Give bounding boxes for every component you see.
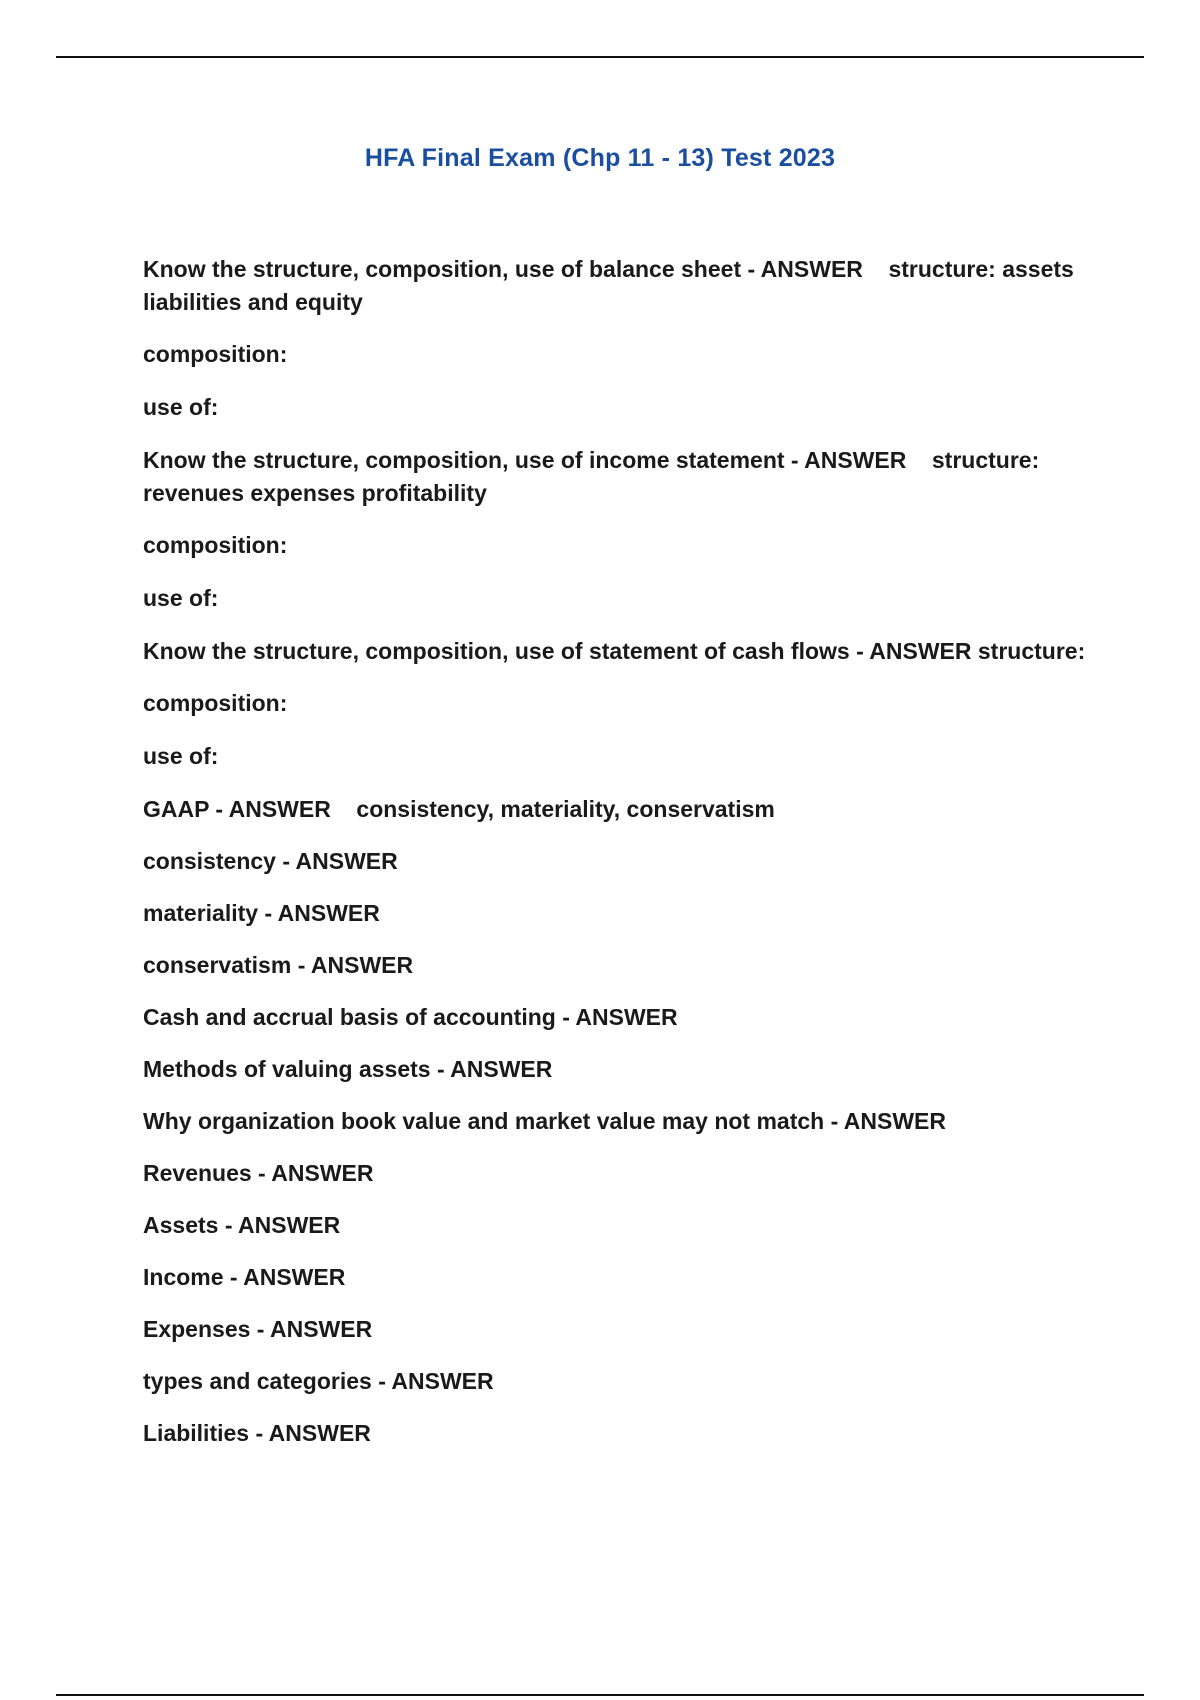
paragraph: use of:	[143, 394, 219, 420]
top-rule	[56, 56, 1144, 58]
paragraph-balance-sheet: Know the structure, composition, use of balance sheet - ANSWER structure: assets liabilities and equity	[143, 256, 1081, 315]
paragraph: Income - ANSWER	[143, 1264, 346, 1290]
paragraph: composition:	[143, 341, 288, 367]
paragraph: Assets - ANSWER	[143, 1212, 341, 1238]
paragraph: use of:	[143, 585, 219, 611]
paragraph: Methods of valuing assets - ANSWER	[143, 1056, 553, 1082]
paragraph-income-statement: Know the structure, composition, use of income statement - ANSWER structure: revenues expenses profitability	[143, 447, 1046, 506]
paragraph: materiality - ANSWER	[143, 900, 380, 926]
paragraph: Expenses - ANSWER	[143, 1316, 373, 1342]
paragraph: consistency - ANSWER	[143, 848, 398, 874]
paragraph: Liabilities - ANSWER	[143, 1420, 371, 1446]
paragraph-gaap: GAAP - ANSWER consistency, materiality, conservatism	[143, 796, 775, 822]
paragraph: types and categories - ANSWER	[143, 1368, 494, 1394]
paragraph: composition:	[143, 532, 288, 558]
paragraph: Revenues - ANSWER	[143, 1160, 374, 1186]
paragraph: Why organization book value and market value may not match - ANSWER	[143, 1108, 947, 1134]
paragraph: conservatism - ANSWER	[143, 952, 414, 978]
document-title: HFA Final Exam (Chp 11 - 13) Test 2023	[364, 144, 836, 172]
bottom-rule	[56, 1694, 1144, 1696]
paragraph-cash-flows: Know the structure, composition, use of statement of cash flows - ANSWER structure:	[143, 638, 1086, 664]
paragraph: Cash and accrual basis of accounting - ANSWER	[143, 1004, 678, 1030]
paragraph: composition:	[143, 690, 288, 716]
document-body	[143, 253, 1103, 1469]
paragraph: use of:	[143, 743, 219, 769]
